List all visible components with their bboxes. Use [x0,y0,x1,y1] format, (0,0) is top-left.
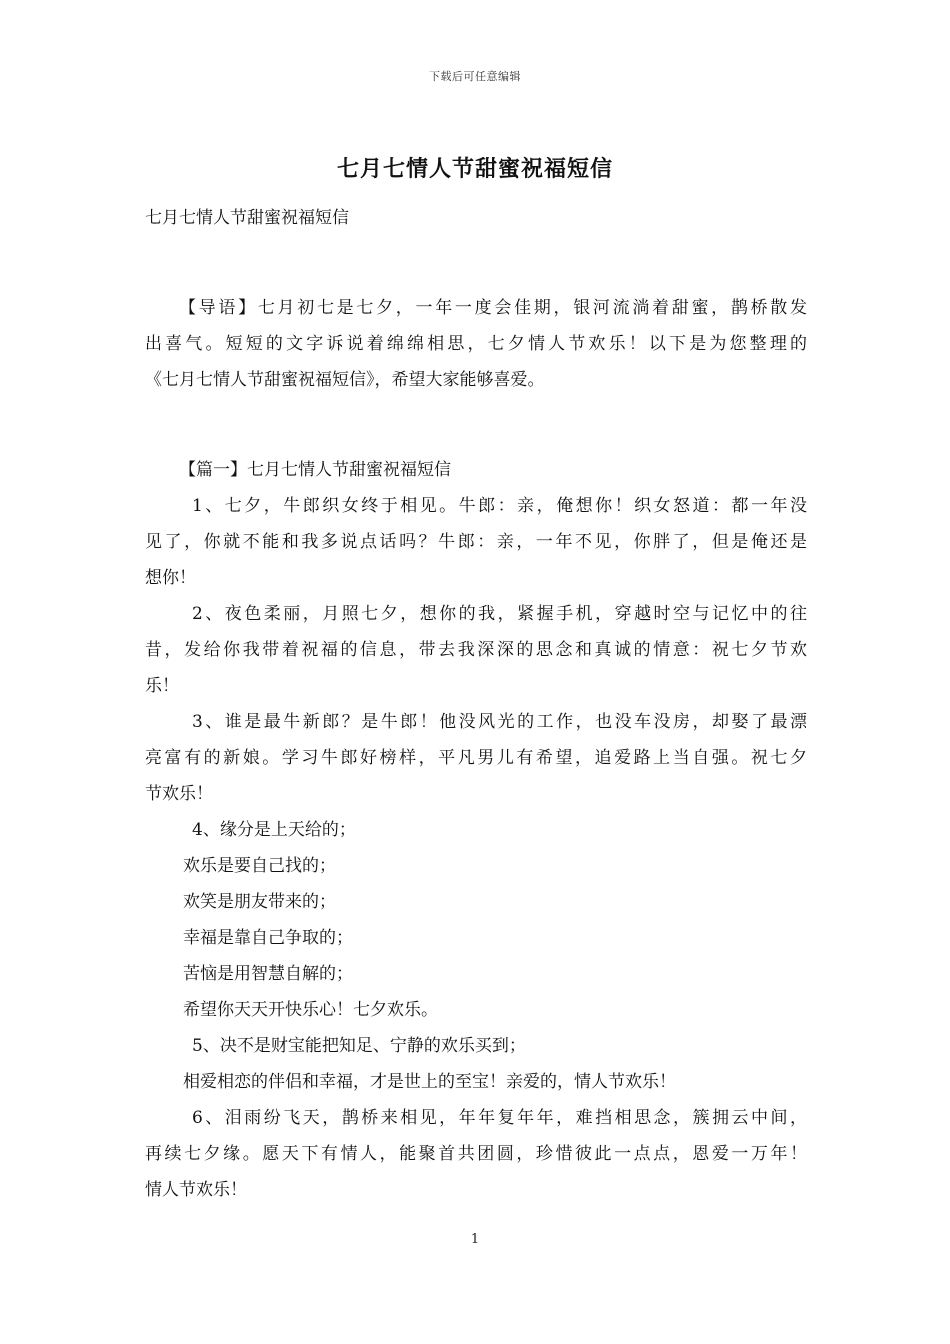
document-body [145,200,807,1208]
item-subline: 希望你天天开快乐心！七夕欢乐。 [183,1000,438,1020]
intro-line: 《七月七情人节甜蜜祝福短信》，希望大家能够喜爱。 [145,370,545,390]
item-subline: 欢笑是朋友带来的； [183,892,336,912]
item-line: 4、缘分是上天给的； [192,820,356,840]
item-line: 6、泪雨纷飞天，鹊桥来相见，年年复年年，难挡相思念，簇拥云中间， [192,1108,807,1128]
item-line: 想你！ [145,568,196,588]
item-line: 再续七夕缘。愿天下有情人，能聚首共团圆，珍惜彼此一点点，恩爱一万年！ [145,1144,807,1164]
item-line: 2、夜色柔丽，月照七夕，想你的我，紧握手机，穿越时空与记忆中的往 [192,604,807,624]
subtitle: 七月七情人节甜蜜祝福短信 [145,208,349,228]
item-line: 5、决不是财宝能把知足、宁静的欢乐买到； [192,1036,526,1056]
item-line: 3、谁是最牛新郎？是牛郎！他没风光的工作，也没车没房，却娶了最漂 [192,712,807,732]
item-subline: 欢乐是要自己找的； [183,856,336,876]
intro-line: 出喜气。短短的文字诉说着绵绵相思，七夕情人节欢乐！以下是为您整理的 [145,334,807,354]
item-subline: 幸福是靠自己争取的； [183,928,353,948]
header-note: 下载后可任意编辑 [429,70,521,83]
section-heading: 【篇一】七月七情人节甜蜜祝福短信 [179,460,451,480]
item-line: 节欢乐！ [145,784,213,804]
item-line: 昔，发给你我带着祝福的信息，带去我深深的思念和真诚的情意：祝七夕节欢 [145,640,807,660]
document-title: 七月七情人节甜蜜祝福短信 [336,156,613,182]
item-line: 见了，你就不能和我多说点话吗？牛郎：亲，一年不见，你胖了，但是俺还是 [145,532,807,552]
item-line: 1、七夕，牛郎织女终于相见。牛郎：亲，俺想你！织女怒道：都一年没 [192,496,807,516]
item-line: 亮富有的新娘。学习牛郎好榜样，平凡男儿有希望，追爱路上当自强。祝七夕 [145,748,807,768]
item-subline: 苦恼是用智慧自解的； [183,964,353,984]
item-line: 情人节欢乐！ [145,1180,247,1200]
page-number: 1 [470,1232,480,1247]
item-line: 乐！ [145,676,179,696]
intro-line: 【导语】七月初七是七夕，一年一度会佳期，银河流淌着甜蜜，鹊桥散发 [179,298,807,318]
item-subline: 相爱相恋的伴侣和幸福，才是世上的至宝！亲爱的，情人节欢乐！ [183,1072,676,1092]
